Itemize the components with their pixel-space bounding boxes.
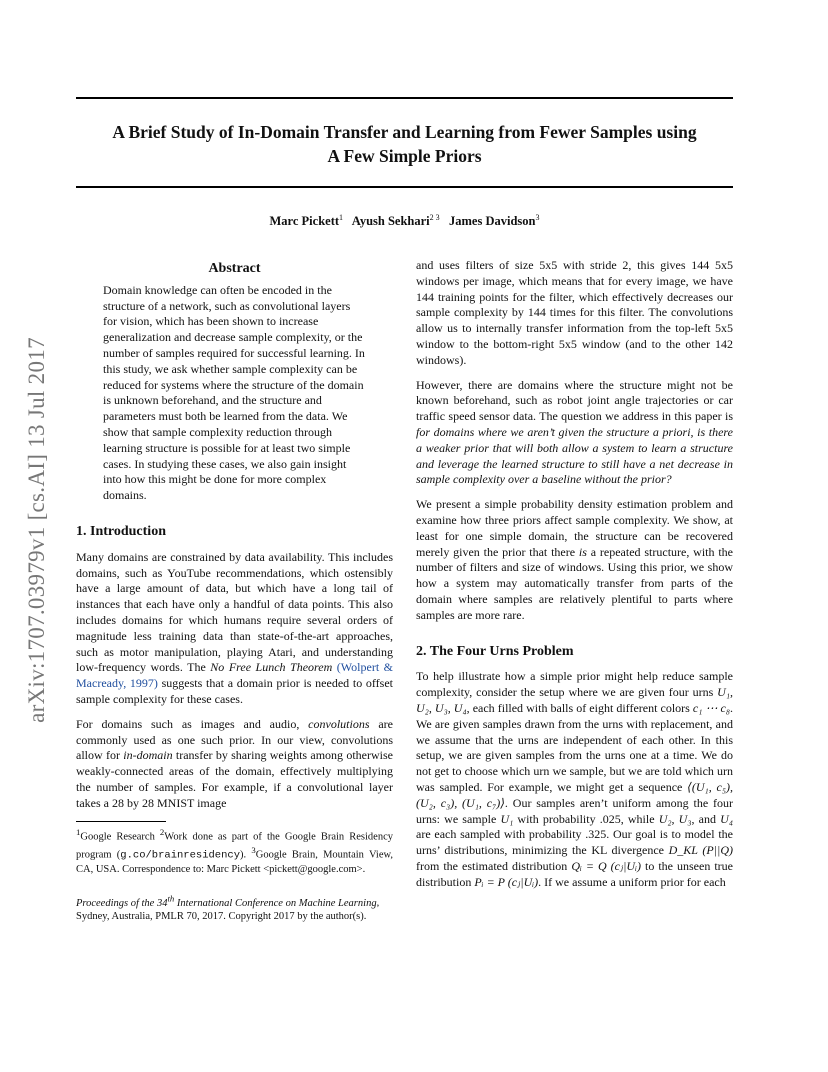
text-run: International Conference on Machine Learning [174, 897, 377, 909]
text-run: Google Brain, Mountain View, CA, USA. Correspondence to: Marc Pickett <pickett@google.com>. [76, 849, 394, 875]
text-run: are each sampled with probability .325. Our goal is to model the urns’ distributions, minimizing the KL divergence [416, 827, 733, 858]
text-run: . Our samples aren’t uniform among the four urns: we sample [416, 795, 733, 826]
footnote: $^1$Google Research $^2$Work done as part of the Google Brain Residency program (g.co/brainresidency). $^3$Google Brain, Mountain View, CA, USA. Correspondence to: Marc Pickett <pickett@google.com>. [76, 826, 394, 875]
text-run: Many domains are constrained by data availability. This includes domains, such as YouTube recommendations, which ostensibly have a large amount of data, but which have a long tail of instances that each have only a handful of data points. This also includes domains for which humans require several orders of magnitude less training data than state-of-the-art approaches, such as motor manipulation, playing Atari, and understanding low-frequency words. The [76, 549, 393, 675]
text-run: to the unseen true distribution [416, 858, 733, 889]
math-expression: U₁, U₂, U₃, U₄ [416, 685, 733, 715]
math-expression: Qᵢ = Q (cⱼ|Uᵢ) [571, 858, 641, 873]
text-run: , Sydney, Australia, PMLR 70, 2017. Copyright 2017 by the author(s). [76, 897, 380, 922]
text-run: . We are given samples drawn from the urns with replacement, and we assume that the urns are independent of each other. In this setup, we are given samples from the urns one at a time. We do not get to choose which urn we sample, but we are told which urn was sampled. For example, we might get a sequence [416, 700, 734, 794]
text-run: We present a simple probability density estimation problem and examine how three priors affect sample complexity. We show, at least for one simple domain, the structure can be recovered merely given the prior that there [416, 497, 733, 559]
math-expression: D_KL (P||Q) [668, 843, 733, 858]
author-affiliation: 3 [535, 213, 540, 222]
math-expression: ⟨(U₁, c₅), (U₂, c₃), (U₁, c₇)⟩ [416, 779, 733, 810]
paper-title [76, 120, 733, 168]
left-column [76, 258, 393, 924]
section-heading-introduction: 1. Introduction [76, 523, 166, 539]
footnote-rule [76, 821, 166, 822]
emphasis: is [578, 544, 587, 559]
math-expression: c₁ ⋯ c₈ [692, 700, 731, 715]
theorem-name: No Free Lunch Theorem [210, 660, 333, 675]
superscript: th [167, 893, 175, 903]
text-run: Work done as part of the Google Brain Residency program ( [76, 831, 393, 860]
author-name: Marc Pickett [269, 214, 340, 229]
arxiv-identifier: arXiv:1707.03979v1 [cs.AI] 13 Jul 2017 [24, 337, 49, 723]
emphasis: convolutions [308, 716, 370, 731]
text-run: transfer by sharing weights among otherwise weakly-connected areas of the domain, effectively multiplying the number of samples. For example, if a convolutional layer takes a 28 by 28 MNIST image [76, 748, 393, 810]
text-run: Proceedings of the 34 [76, 897, 168, 909]
math-expression: U₁ [500, 811, 514, 826]
text-run: , each filled with balls of eight different colors [466, 700, 693, 715]
author-name: James Davidson [449, 214, 536, 229]
math-expression: Pᵢ = P (cⱼ|Uᵢ) [474, 874, 539, 889]
body-paragraph [416, 378, 733, 489]
text-run: with probability .025, while [513, 811, 659, 826]
author-affiliation: 2 3 [429, 213, 440, 222]
intro-paragraph-1 [76, 550, 393, 708]
author-name: Ayush Sekhari [351, 214, 430, 229]
four-urns-paragraph [416, 669, 733, 890]
text-run: are commonly used as one such prior. In our view, convolutions allow for [76, 716, 393, 763]
text-run: However, there are domains where the structure might not be known beforehand, such as robot joint angle trajectories or car traffic speed sensor data. The question we address in this paper is [416, 377, 733, 424]
text-run: , and [691, 811, 721, 826]
text-run: suggests that a domain prior is needed to offset sample complexity for these cases. [76, 676, 394, 706]
body-paragraph: and uses filters of size 5x5 with stride 2, this gives 144 5x5 windows per image, which means that for every image, we have 144 training points for the filter, which effectively decreases our sample complexity by 144 times for this filter. The convolutions allow us to internally transfer information from the top-left 5x5 window to the bottom-right 5x5 window (and to the other 142 windows). [416, 258, 733, 367]
intro-paragraph-2 [76, 717, 393, 812]
abstract-heading: Abstract [208, 261, 261, 276]
section-heading-four-urns: 2. The Four Urns Problem [416, 643, 574, 659]
abstract-text: Domain knowledge can often be encoded in the structure of a network, such as convolutional layers for vision, which has been shown to increase generalization and decrease sample complexity, or the number of samples required for successful learning. In this study, we ask whether sample complexity can be reduced for systems where the structure of the domain is unknown beforehand, and the structure and parameters must both be learned from the data. We show that sample complexity reduction through learning structure is possible for at least two simple cases. In studying these cases, we also gain insight into how this might be done for more complex domains. [103, 282, 365, 503]
emphasis: in-domain [123, 748, 173, 763]
text-run: ). [240, 849, 252, 860]
text-run: To help illustrate how a simple prior might help reduce sample complexity, consider the setup where we are given four urns [416, 669, 733, 700]
text-run: Google Research [80, 831, 160, 842]
proceedings-note [76, 892, 393, 924]
text-run: a repeated structure, with the number of filters and size of windows. Using this prior, we show how a system may automatically transfer from parts of the domain where samples are relatively plentiful to parts where samples are more rare. [416, 544, 733, 622]
title-line-1: A Brief Study of In-Domain Transfer and Learning from Fewer Samples using [112, 122, 697, 142]
text-run: For domains such as images and audio, [76, 716, 309, 731]
math-expression: U₂, U₃ [658, 811, 692, 826]
text-run: from the estimated distribution [416, 858, 572, 873]
text-run: . If we assume a uniform prior for each [538, 874, 726, 889]
body-paragraph [416, 497, 733, 623]
title-rule-top [76, 97, 733, 99]
title-rule-bottom [76, 186, 733, 188]
math-expression: U₄ [720, 811, 733, 826]
author-affiliation: 1 [339, 213, 344, 222]
footnote-url[interactable]: g.co/brainresidency [120, 849, 241, 861]
abstract [76, 283, 393, 504]
right-column [416, 258, 733, 899]
research-question: for domains where we aren’t given the structure a priori, is there a weaker prior that will both allow a system to learn a structure and leverage the learned structure to still have a net decrease in sample complexity over a baseline without the prior? [416, 424, 733, 487]
citation-link[interactable]: (Wolpert & Macready, 1997) [76, 660, 393, 691]
author-list [76, 213, 733, 229]
title-line-2: A Few Simple Priors [327, 146, 482, 166]
